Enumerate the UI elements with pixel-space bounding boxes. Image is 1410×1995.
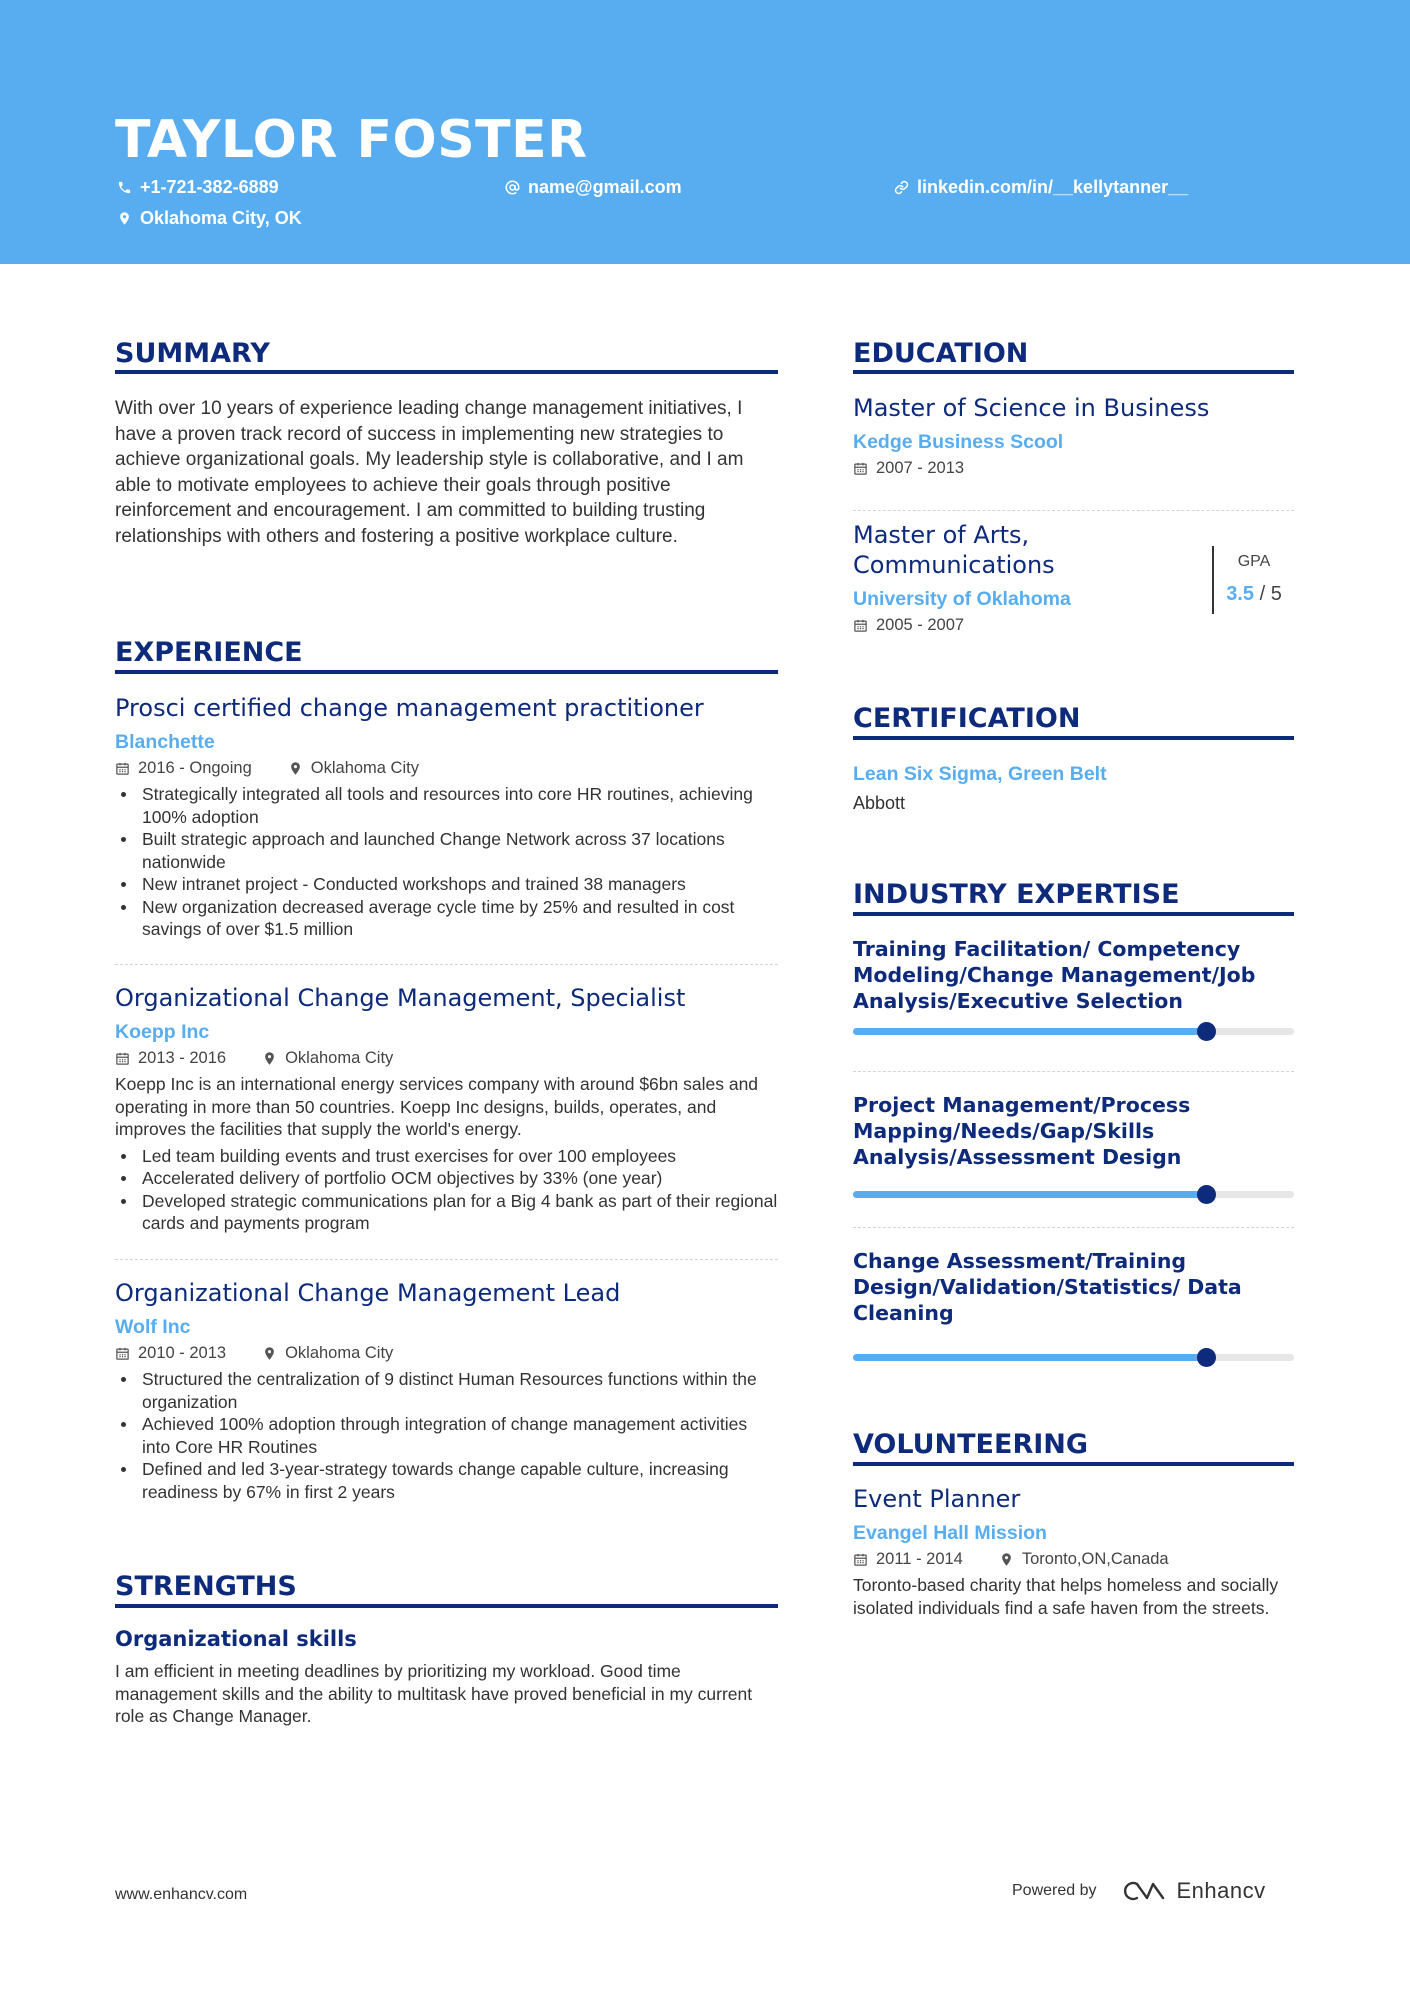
expertise-label: Change Assessment/Training Design/Validation/Statistics/ Data Cleaning — [853, 1249, 1242, 1325]
job-dates: 2016 - Ongoing — [138, 759, 252, 777]
calendar-icon — [115, 1346, 130, 1361]
phone-icon — [117, 180, 132, 195]
education-dates: 2005 - 2007 — [876, 616, 965, 634]
enhancv-logo[interactable] — [1123, 1878, 1266, 1904]
certification-entry — [853, 761, 1294, 815]
expertise-item — [853, 1248, 1294, 1326]
gpa-label: GPA — [1237, 553, 1271, 570]
expertise-label: Training Facilitation/ Competency Modeling/Change Management/Job Analysis/Executive Selection — [853, 937, 1256, 1013]
email-contact[interactable] — [505, 175, 682, 199]
bullet-item: New organization decreased average cycle time by 25% and resulted in cost savings of over $1.5 million — [115, 896, 778, 941]
expertise-bar — [853, 1028, 1294, 1035]
job-meta — [115, 1047, 778, 1069]
job-location: Oklahoma City — [310, 759, 419, 777]
gpa-score — [1214, 580, 1294, 608]
expertise-heading: INDUSTRY EXPERTISE — [853, 879, 1180, 910]
job-meta — [115, 757, 778, 779]
divider — [115, 1259, 778, 1260]
strength-entry — [115, 1626, 778, 1728]
bullet-item: Structured the centralization of 9 distinct Human Resources functions within the organization — [115, 1368, 778, 1413]
volunteering-rule — [853, 1462, 1294, 1466]
powered-by-text: Powered by — [1012, 1882, 1097, 1899]
volunteer-org[interactable]: Evangel Hall Mission — [853, 1522, 1047, 1544]
volunteer-meta — [853, 1548, 1294, 1570]
gpa-value: 3.5 — [1226, 583, 1254, 605]
calendar-icon — [853, 1552, 868, 1567]
bullet-item: Built strategic approach and launched Change Network across 37 locations nationwide — [115, 828, 778, 873]
job-title: Organizational Change Management Lead — [115, 1279, 621, 1307]
certification-name: Lean Six Sigma, Green Belt — [853, 763, 1107, 785]
job-location: Oklahoma City — [285, 1344, 394, 1362]
degree-title: Master of Science in Business — [853, 394, 1210, 422]
expertise-bar-knob — [1197, 1185, 1216, 1204]
enhancv-wordmark: Enhancv — [1176, 1878, 1266, 1903]
enhancv-logo-icon — [1123, 1878, 1167, 1904]
email-text: name@gmail.com — [528, 177, 682, 197]
at-icon — [505, 180, 520, 195]
map-pin-icon — [999, 1552, 1014, 1567]
expertise-label: Project Management/Process Mapping/Needs/Gap/Skills Analysis/Assessment Design — [853, 1093, 1191, 1169]
company-name[interactable]: Blanchette — [115, 731, 215, 753]
experience-heading: EXPERIENCE — [115, 637, 303, 668]
linkedin-text: linkedin.com/in/__kellytanner__ — [917, 177, 1189, 197]
experience-rule — [115, 670, 778, 674]
experience-entry — [115, 983, 778, 1235]
strength-text: I am efficient in meeting deadlines by prioritizing my workload. Good time management skills and the ability to multitask have proved beneficial in my current role as Change Manager. — [115, 1661, 753, 1726]
linkedin-contact[interactable] — [894, 175, 1188, 199]
experience-entry — [115, 693, 778, 941]
bullet-item: Strategically integrated all tools and resources into core HR routines, achieving 100% adoption — [115, 783, 778, 828]
experience-entry — [115, 1278, 778, 1503]
footer-branding — [1012, 1878, 1266, 1904]
map-pin-icon — [262, 1346, 277, 1361]
degree-title: Master of Arts, Communications — [853, 521, 1055, 579]
job-dates: 2013 - 2016 — [138, 1049, 227, 1067]
bullet-item: Accelerated delivery of portfolio OCM objectives by 33% (one year) — [115, 1167, 778, 1190]
volunteer-location: Toronto,ON,Canada — [1021, 1550, 1169, 1568]
volunteer-role: Event Planner — [853, 1485, 1021, 1513]
summary-heading: SUMMARY — [115, 338, 270, 369]
expertise-item — [853, 1092, 1294, 1170]
candidate-name: TAYLOR FOSTER — [115, 110, 588, 170]
calendar-icon — [853, 461, 868, 476]
job-title: Organizational Change Management, Specialist — [115, 984, 686, 1012]
job-location: Oklahoma City — [285, 1049, 394, 1067]
divider — [115, 964, 778, 965]
divider — [853, 1071, 1294, 1072]
footer-website[interactable]: www.enhancv.com — [115, 1886, 248, 1903]
certification-issuer: Abbott — [853, 793, 906, 813]
summary-text: With over 10 years of experience leading change management initiatives, I have a proven track record of success in implementing new strategies to achieve organizational goals. My leadership style is collaborative, and I am able to motivate employees to achieve their goals through positive reinforcement and encouragement. I am committed to building trusting relationships with others and fostering a positive workplace culture. — [115, 398, 744, 547]
company-name[interactable]: Wolf Inc — [115, 1316, 191, 1338]
job-bullets — [115, 783, 778, 941]
calendar-icon — [115, 761, 130, 776]
gpa-block — [1214, 552, 1294, 608]
map-pin-icon — [262, 1051, 277, 1066]
gpa-max: 5 — [1270, 583, 1282, 605]
resume-header — [0, 0, 1410, 264]
bullet-item: Developed strategic communications plan for a Big 4 bank as part of their regional cards and payments program — [115, 1190, 778, 1235]
job-bullets — [115, 1368, 778, 1503]
expertise-bar — [853, 1191, 1294, 1198]
expertise-bar-fill — [853, 1028, 1206, 1035]
bullet-item: Led team building events and trust exercises for over 100 employees — [115, 1145, 778, 1168]
location-text: Oklahoma City, OK — [140, 208, 302, 228]
company-description: Koepp Inc is an international energy services company with around $6bn sales and operating in more than 50 countries. Koepp Inc designs, builds, operates, and improves the facilities that supply the world's energy. — [115, 1074, 759, 1139]
education-entry — [853, 393, 1294, 479]
school-name[interactable]: Kedge Business Scool — [853, 431, 1064, 453]
map-pin-icon — [288, 761, 303, 776]
strengths-rule — [115, 1604, 778, 1608]
job-bullets — [115, 1145, 778, 1235]
volunteer-dates: 2011 - 2014 — [876, 1550, 963, 1568]
expertise-bar-fill — [853, 1191, 1206, 1198]
job-dates: 2010 - 2013 — [138, 1344, 227, 1362]
expertise-bar-knob — [1197, 1348, 1216, 1367]
education-rule — [853, 370, 1294, 374]
calendar-icon — [853, 618, 868, 633]
job-title: Prosci certified change management practitioner — [115, 694, 704, 722]
bullet-item: New intranet project - Conducted workshops and trained 38 managers — [115, 873, 778, 896]
expertise-item — [853, 936, 1294, 1014]
company-name[interactable]: Koepp Inc — [115, 1021, 210, 1043]
job-meta — [115, 1342, 778, 1364]
certification-heading: CERTIFICATION — [853, 703, 1081, 734]
gpa-separator: / — [1259, 583, 1266, 605]
education-dates: 2007 - 2013 — [876, 459, 965, 477]
education-meta — [853, 457, 1294, 479]
divider — [853, 510, 1294, 511]
expertise-bar-fill — [853, 1354, 1206, 1361]
divider — [853, 1227, 1294, 1228]
map-pin-icon — [117, 211, 132, 226]
link-icon — [894, 180, 909, 195]
calendar-icon — [115, 1051, 130, 1066]
volunteering-heading: VOLUNTEERING — [853, 1429, 1089, 1460]
education-heading: EDUCATION — [853, 338, 1029, 369]
expertise-bar-knob — [1197, 1022, 1216, 1041]
school-name[interactable]: University of Oklahoma — [853, 588, 1071, 610]
location-contact — [117, 206, 302, 230]
strengths-heading: STRENGTHS — [115, 1571, 297, 1602]
bullet-item: Achieved 100% adoption through integration of change management activities into Core HR Routines — [115, 1413, 778, 1458]
summary-rule — [115, 370, 778, 374]
volunteering-entry — [853, 1484, 1294, 1619]
expertise-rule — [853, 912, 1294, 916]
education-meta — [853, 614, 1294, 636]
expertise-bar — [853, 1354, 1294, 1361]
phone-contact[interactable] — [117, 175, 279, 199]
bullet-item: Defined and led 3-year-strategy towards change capable culture, increasing readiness by 67% in first 2 years — [115, 1458, 778, 1503]
strength-name: Organizational skills — [115, 1627, 357, 1651]
certification-rule — [853, 736, 1294, 740]
volunteer-description: Toronto-based charity that helps homeless and socially isolated individuals find a safe haven from the streets. — [853, 1575, 1279, 1618]
phone-text: +1-721-382-6889 — [140, 177, 279, 197]
